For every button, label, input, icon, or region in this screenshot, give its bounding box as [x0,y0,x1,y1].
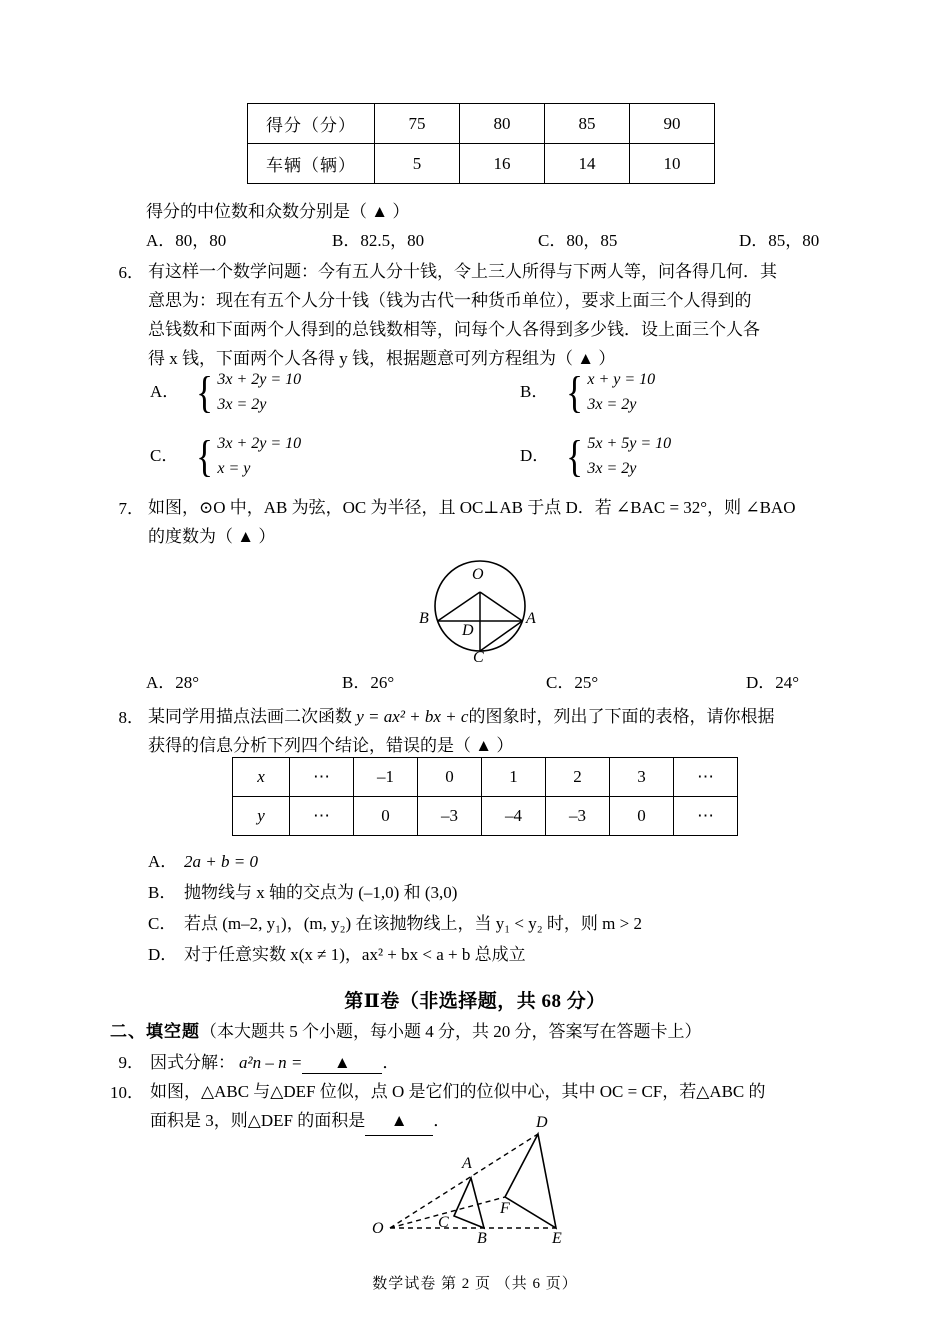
table-cell: 10 [630,144,715,184]
triangle-abc [454,1178,484,1228]
question-9-prompt: 因式分解： [150,1053,235,1072]
equation-line-2: x = y [217,459,251,477]
option-a-text: 2a + b = 0 [184,852,258,871]
option-b-key: B． [520,381,549,401]
figure-label-b: B [477,1230,487,1247]
segment-oa [480,592,522,621]
question-9-period: ． [382,1053,400,1072]
table-cell: 3 [610,758,674,797]
option-b-text: 26° [370,673,395,692]
option-d-key: D． [746,673,776,692]
question-6-option-a[interactable] [150,368,301,418]
option-b-key: B． [332,231,361,250]
table-cell: 5 [375,144,460,184]
question-10-number: 10． [110,1083,144,1102]
option-c[interactable] [546,668,598,693]
question-8-formula: y = ax² + bx + c [356,707,469,726]
question-8-body [148,703,858,761]
table-cell: –1 [354,758,418,797]
answer-blank[interactable]: ▲ [302,1053,382,1074]
brace-glyph: { [196,432,214,482]
equation-line-1: 3x + 2y = 10 [217,435,302,452]
table-cell: 2 [546,758,610,797]
figure-label-d: D [536,1114,548,1131]
figure-label-c: C [473,649,484,666]
option-c[interactable] [148,910,848,941]
equation-line-1: 3x + 2y = 10 [217,371,302,388]
option-b-text: 抛物线与 x 轴的交点为 (–1,0) 和 (3,0) [184,883,458,902]
table-cell-header: y [233,797,290,836]
option-b[interactable] [342,668,394,693]
circle-chord-figure [418,550,548,670]
quadratic-values-table [232,757,738,836]
option-b-text: 82.5，80 [360,231,425,250]
section-2-heading-label: 二、填空题 [110,1022,200,1041]
figure-label-o: O [372,1220,384,1237]
table-row [248,144,715,184]
table-cell: ⋯ [674,797,738,836]
option-c-text: 25° [574,673,599,692]
question-8-line-1-part-b: 的图象时，列出了下面的表格，请你根据 [468,707,775,726]
homothetic-triangles-figure [372,1114,588,1262]
figure-label-o: O [472,566,484,583]
question-6-line-1: 有这样一个数学问题：今有五人分十钱，令上三人所得与下两人等，问各得几何．其 [148,262,777,281]
table-cell: 14 [545,144,630,184]
option-d-key: D． [148,945,178,964]
table-cell: ⋯ [674,758,738,797]
option-d-text: 对于任意实数 x(x ≠ 1)，ax² + bx < a + b 总成立 [184,945,526,964]
option-a[interactable] [146,668,199,693]
question-9-formula: a²n – n = [239,1053,303,1072]
question-6-number: 6． [118,263,144,282]
table-cell-header: 车辆（辆） [248,144,375,184]
question-8-line-1 [148,703,858,732]
table-cell: 0 [418,758,482,797]
option-d[interactable] [739,226,819,251]
option-d[interactable] [746,668,799,693]
table-cell: –4 [482,797,546,836]
section-2-heading-detail: （本大题共 5 个小题，每小题 4 分，共 20 分，答案写在答题卡上） [200,1022,702,1041]
equation-line-2: 3x = 2y [587,395,637,413]
equation-system-a [194,368,301,418]
equation-line-2: 3x = 2y [587,459,637,477]
option-a-key: A． [148,852,178,871]
option-c-key: C． [148,914,177,933]
option-d[interactable] [148,941,848,972]
equation-system-c [194,432,301,482]
figure-label-e: E [552,1230,562,1247]
option-a-key: A． [150,381,180,401]
equation-system-b [564,368,655,418]
section-2-heading [110,1017,702,1042]
option-c[interactable] [538,226,617,251]
figure-label-b: B [419,610,429,627]
option-d-text: 24° [775,673,800,692]
triangle-def [505,1134,556,1228]
table-cell: 16 [460,144,545,184]
option-b-key: B． [342,673,371,692]
question-7-number: 7． [118,499,144,518]
option-c-key: C． [150,445,179,465]
figure-label-d: D [462,622,474,639]
question-6-option-b[interactable] [520,368,655,418]
option-d-key: D． [739,231,769,250]
question-5-stem: 得分的中位数和众数分别是（ ▲ ） [146,202,410,221]
brace-glyph: { [566,432,584,482]
section-2-title: 第Ⅱ卷（非选择题，共 68 分） [344,991,606,1012]
brace-glyph: { [566,368,584,418]
table-row [233,758,738,797]
question-8-options [148,848,848,972]
option-d-key: D． [520,445,550,465]
question-8-line-2: 获得的信息分析下列四个结论，错误的是（ ▲ ） [148,736,514,755]
table-cell: 90 [630,104,715,144]
option-b-key: B． [148,883,177,902]
figure-label-c: C [438,1214,449,1231]
table-cell: ⋯ [290,797,354,836]
figure-label-a: A [526,610,536,627]
table-row [248,104,715,144]
equation-system-d [564,432,671,482]
question-10-line-1: 如图，△ABC 与△DEF 位似，点 O 是它们的位似中心，其中 OC = CF，若△ABC 的 [150,1082,766,1101]
question-6-line-3: 总钱数和下面两个人得到的总钱数相等，问每个人各得到多少钱．设上面三个人各 [148,320,760,339]
equation-line-1: 5x + 5y = 10 [587,435,672,452]
option-d-text: 85，80 [768,231,820,250]
table-row [233,797,738,836]
table-cell: ⋯ [290,758,354,797]
equation-line-1: x + y = 10 [587,371,656,388]
table-cell: 0 [354,797,418,836]
figure-label-f: F [500,1200,510,1217]
option-c-text: 80，85 [566,231,618,250]
figure-label-a: A [462,1155,472,1172]
question-6-option-c[interactable] [150,432,301,482]
question-6-body [148,258,848,374]
option-b[interactable] [332,226,424,251]
question-10-period: ． [433,1111,451,1130]
option-a-key: A． [146,673,176,692]
question-8-line-1-part-a: 某同学用描点法画二次函数 [148,707,357,726]
option-a-key: A． [146,231,176,250]
option-a[interactable] [146,226,226,251]
option-a-text: 28° [175,673,200,692]
brace-glyph: { [196,368,214,418]
scores-table [247,103,715,184]
answer-blank[interactable]: ▲ [365,1107,433,1136]
equation-line-2: 3x = 2y [217,395,267,413]
table-cell-header: x [233,758,290,797]
segment-ob [438,592,480,621]
page-footer: 数学试卷 第 2 页 （共 6 页） [372,1276,578,1292]
option-c-key: C． [546,673,575,692]
question-6-option-d[interactable] [520,432,671,482]
table-cell: 85 [545,104,630,144]
table-cell: 75 [375,104,460,144]
table-cell: 0 [610,797,674,836]
table-cell: 1 [482,758,546,797]
question-7-body [148,494,858,552]
option-c-key: C． [538,231,567,250]
question-7-line-2: 的度数为（ ▲ ） [148,527,276,546]
question-6-line-2: 意思为：现在有五个人分十钱（钱为古代一种货币单位），要求上面三个人得到的 [148,291,752,310]
ray-o-d [390,1134,538,1228]
table-cell: –3 [546,797,610,836]
question-6-line-4: 得 x 钱，下面两个人各得 y 钱，根据题意可列方程组为（ ▲ ） [148,349,616,368]
table-cell-header: 得分（分） [248,104,375,144]
option-b[interactable] [148,879,848,910]
option-a-text: 80，80 [175,231,227,250]
question-10-line-2-part-a: 面积是 3，则△DEF 的面积是 [150,1111,366,1130]
table-cell: –3 [418,797,482,836]
question-7-line-1: 如图，⊙O 中，AB 为弦，OC 为半径，且 OC⊥AB 于点 D．若 ∠BAC = 32°，则 ∠BAO [148,498,796,517]
option-c-text: 若点 (m–2, y₁)，(m, y₂) 在该抛物线上，当 y₁ < y₂ 时，则 m > 2 [184,914,642,933]
question-9-number: 9． [118,1053,144,1072]
option-a[interactable] [148,848,848,879]
question-9-body [150,1048,399,1074]
question-8-number: 8． [118,708,144,727]
table-cell: 80 [460,104,545,144]
